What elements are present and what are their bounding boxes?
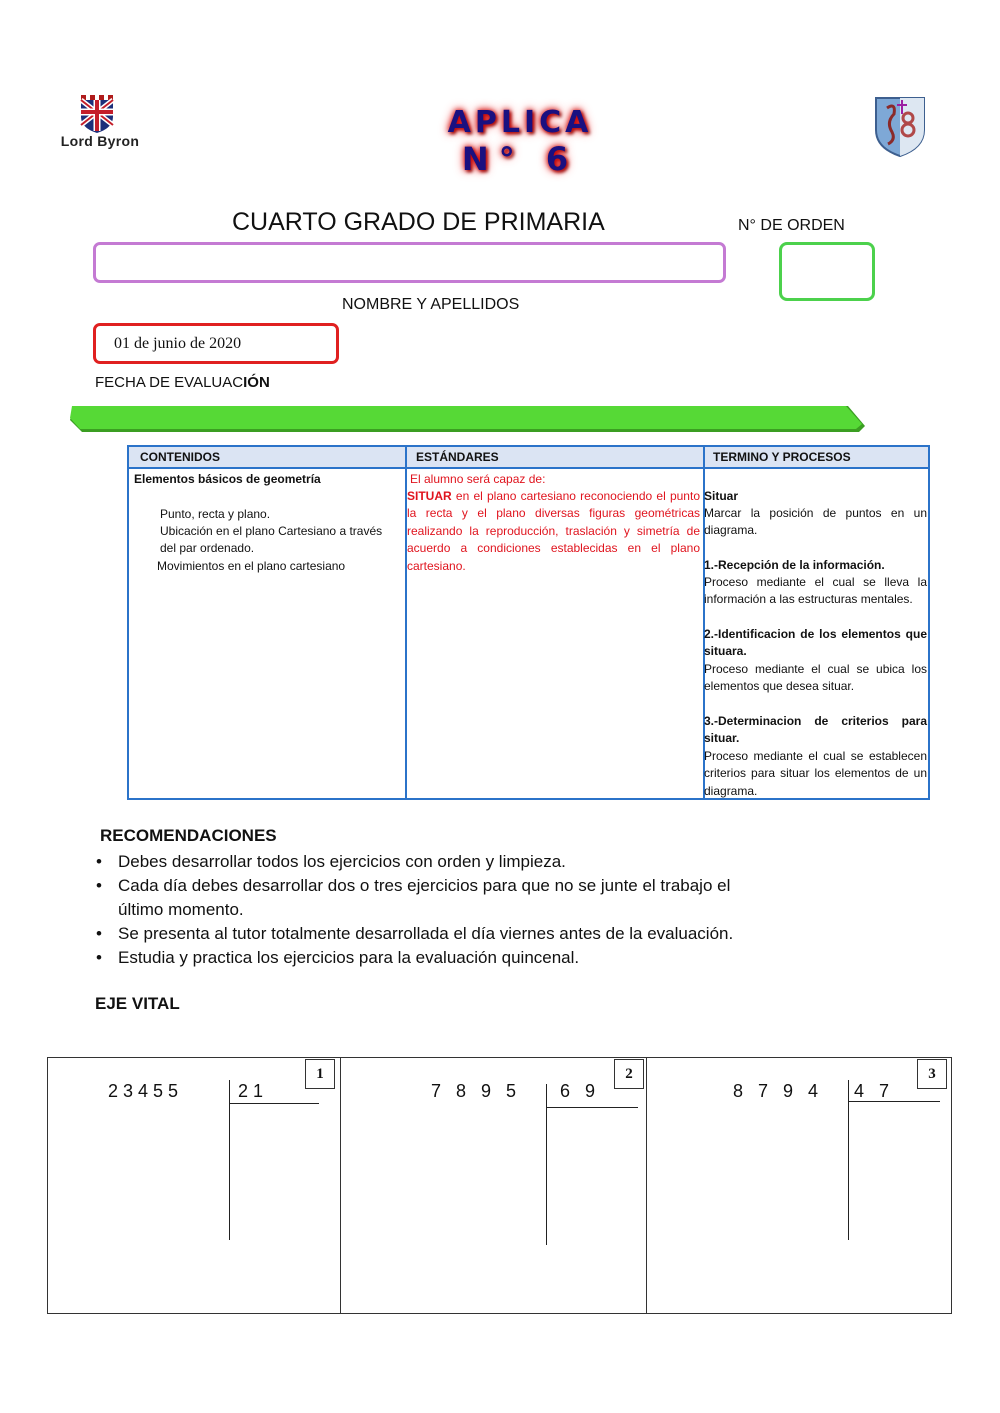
orden-input-box[interactable] [779, 242, 875, 301]
dividend: 8 7 9 4 [733, 1081, 824, 1101]
divisor: 4 7 [854, 1081, 895, 1101]
list-item: • Cada día debes desarrollar dos o tres ejercicios para que no se junte el trabajo el último momento. [94, 874, 734, 922]
proceso-step-desc: Proceso mediante el cual se establecen criterios para situar los elementos de un diagrama. [704, 749, 927, 798]
proceso-step-title: 1.-Recepción de la información. [704, 558, 885, 572]
panel-divider [340, 1058, 341, 1313]
division-bracket-vertical [546, 1084, 547, 1245]
division-bracket-vertical [229, 1080, 230, 1240]
procesos-desc: Marcar la posición de puntos en un diagrama. [704, 506, 927, 538]
division-exercises [47, 1057, 952, 1314]
crest-icon [78, 95, 116, 133]
list-item: • Estudia y practica los ejercicios para la evaluación quincenal. [94, 946, 734, 970]
school-crest-icon [874, 96, 926, 158]
divisor: 21 [238, 1081, 269, 1101]
estandares-body: en el plano cartesiano reconociendo el punto la recta y el plano diversas figuras geométricas realizando la reproducción, traslación y simetría de acuerdo a condiciones establecidas en el plano cartesiano. [407, 489, 700, 573]
list-item: • Se presenta al tutor totalmente desarrollada el día viernes antes de la evaluación. [94, 922, 734, 946]
proceso-step-desc: Proceso mediante el cual se ubica los elementos que desea situar. [704, 662, 927, 694]
contenidos-item: Punto, recta y plano. [160, 507, 271, 521]
date-box[interactable] [93, 323, 339, 364]
exercise-number: 1 [305, 1059, 335, 1089]
contenidos-item: Ubicación en el plano Cartesiano a través [160, 524, 383, 538]
aplica-title-art [400, 105, 640, 190]
divisor: 6 9 [560, 1081, 601, 1101]
proceso-step-title: 3.-Determinacion de criterios para situar. [704, 714, 927, 746]
dividend: 23455 [108, 1081, 184, 1101]
contenidos-item: Movimientos en el plano cartesiano [157, 559, 346, 573]
standards-table [127, 445, 930, 800]
date-value: 01 de junio de 2020 [114, 335, 242, 352]
panel-divider [646, 1058, 647, 1313]
proceso-step-title: 2.-Identificacion de los elementos que situara. [704, 627, 927, 659]
title-line-1: APLICA [447, 105, 593, 140]
contenidos-item: del par ordenado. [160, 541, 255, 555]
date-label-prefix: FECHA DE EVALUAC [95, 374, 244, 391]
dividend: 7 8 9 5 [431, 1081, 522, 1101]
logo-caption: Lord Byron [60, 133, 140, 149]
name-label: NOMBRE Y APELLIDOS [342, 296, 520, 313]
division-bracket-horizontal [848, 1101, 940, 1102]
division-bracket-horizontal [546, 1107, 638, 1108]
header-estandares: ESTÁNDARES [416, 450, 499, 464]
estandares-text [407, 488, 700, 575]
orden-label: N° DE ORDEN [738, 217, 845, 234]
date-label [95, 374, 270, 391]
estandares-bold: SITUAR [407, 489, 452, 503]
name-input-box[interactable] [93, 242, 726, 283]
estandares-intro: El alumno será capaz de: [410, 472, 546, 486]
contenidos-title: Elementos básicos de geometría [134, 472, 321, 486]
header-procesos: TERMINO Y PROCESOS [713, 450, 851, 464]
eje-vital-title: EJE VITAL [95, 994, 180, 1013]
date-label-bold: IÓN [243, 374, 270, 391]
procesos-title: Situar [704, 489, 739, 503]
header-contenidos: CONTENIDOS [140, 450, 221, 464]
title-line-2: N° 6 [461, 140, 579, 178]
recommendations-title: RECOMENDACIONES [100, 826, 277, 845]
division-bracket-horizontal [229, 1103, 319, 1104]
exercise-number: 3 [917, 1059, 947, 1089]
exercise-number: 2 [614, 1059, 644, 1089]
lord-byron-logo [60, 95, 140, 155]
recommendations-list [94, 850, 734, 970]
list-item: • Debes desarrollar todos los ejercicios con orden y limpieza. [94, 850, 734, 874]
grade-title: CUARTO GRADO DE PRIMARIA [232, 208, 605, 236]
green-divider-bar [70, 406, 865, 432]
division-bracket-vertical [848, 1080, 849, 1240]
proceso-step-desc: Proceso mediante el cual se lleva la información a las estructuras mentales. [704, 575, 927, 607]
